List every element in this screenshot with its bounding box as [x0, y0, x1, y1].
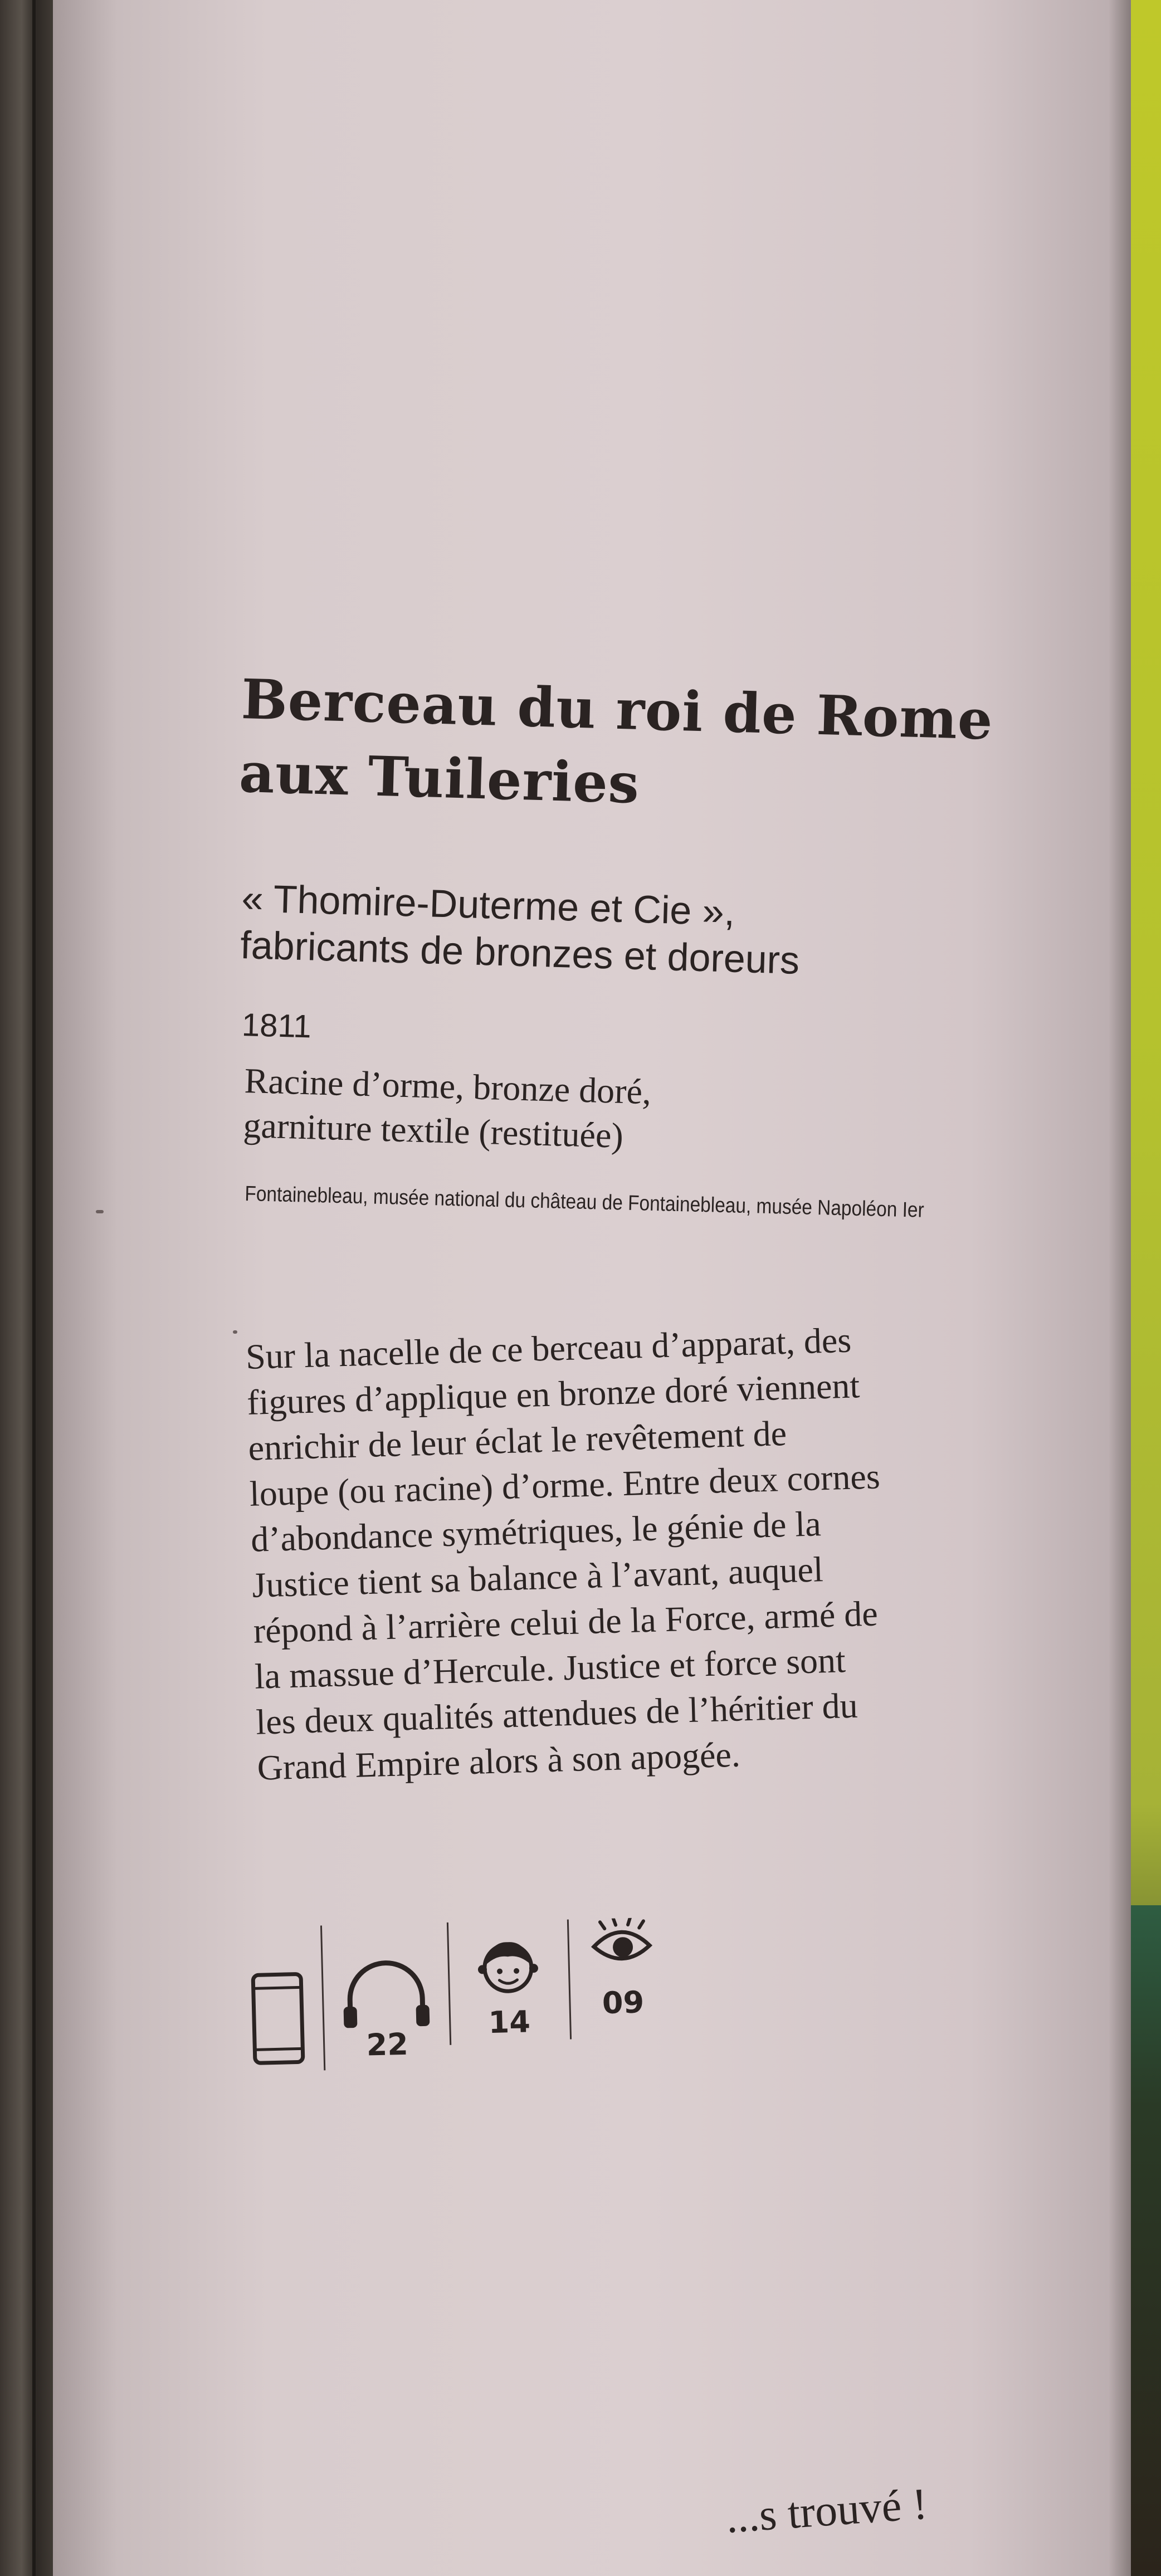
icon-divider [447, 1923, 451, 2045]
child-face-cell [454, 1920, 563, 2067]
description-line: Justice tient sa balance à l’avant, auquel [251, 1549, 824, 1605]
description-line: répond à l’arrière celui de la Force, armé de [252, 1593, 879, 1651]
icon-number: 22 [365, 2026, 409, 2063]
description-line: d’abondance symétriques, le génie de la [250, 1504, 822, 1559]
icon-number: 14 [487, 2004, 531, 2041]
headphones-cell [329, 1923, 443, 2070]
materials [243, 1058, 914, 1166]
eye-cell [574, 1917, 672, 2064]
cropped-bottom-text: ...s trouvé ! [724, 2479, 929, 2543]
material-line: garniture textile (restituée) [242, 1105, 624, 1155]
description-line: la massue d’Hercule. Justice et force sont [254, 1640, 846, 1696]
headphones-icon [338, 1954, 434, 2034]
description-line: Sur la nacelle de ce berceau d’apparat, des [245, 1320, 852, 1377]
icon-number: 09 [602, 1984, 645, 2021]
smartphone-cell [240, 1926, 315, 2072]
smartphone-icon [246, 1970, 310, 2067]
audio-guide-icons [240, 1916, 689, 2094]
speck [96, 1210, 104, 1213]
maker-line: « Thomire-Duterme et Cie », [241, 876, 736, 934]
artwork-title [238, 663, 1022, 832]
material-line: Racine d’orme, bronze doré, [243, 1060, 652, 1112]
year: 1811 [241, 1006, 312, 1045]
description-line: figures d’applique en bronze doré viennent [246, 1365, 861, 1422]
title-line: Berceau du roi de Rome [240, 667, 994, 753]
description [245, 1312, 1048, 1790]
icon-divider [567, 1920, 572, 2040]
eye-icon [588, 1918, 656, 1975]
collection-location: Fontainebleau, musée national du château de Fontainebleau, musée Napoléon Ier [244, 1182, 925, 1222]
child-face-icon [474, 1931, 542, 2000]
maker [240, 875, 1033, 991]
title-line: aux Tuileries [238, 740, 641, 816]
description-line: loupe (ou racine) d’orme. Entre deux cornes [249, 1456, 881, 1514]
description-line: enrichir de leur éclat le revêtement de [247, 1413, 787, 1468]
description-line: les deux qualités attendues de l’héritier du [255, 1685, 858, 1742]
icon-divider [320, 1925, 325, 2070]
description-line: Grand Empire alors à son apogée. [256, 1734, 741, 1788]
speck [233, 1330, 237, 1334]
maker-line: fabricants de bronzes et doreurs [240, 923, 801, 982]
